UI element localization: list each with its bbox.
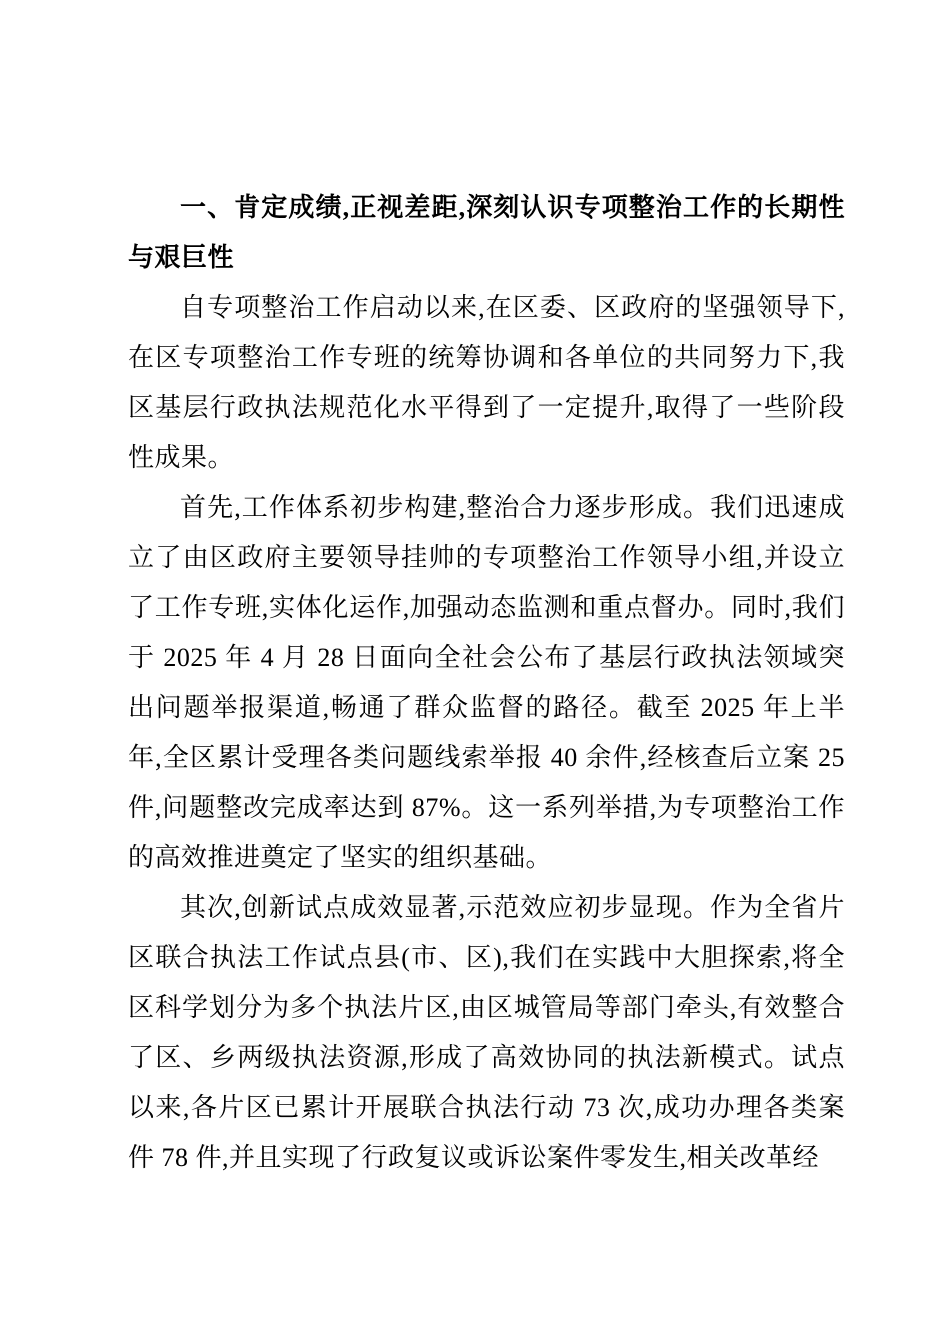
paragraph-first-point: 首先,工作体系初步构建,整治合力逐步形成。我们迅速成立了由区政府主要领导挂帅的专项整治工作领导小组,并设立了工作专班,实体化运作,加强动态监测和重点督办。同时,我们于 2025 年 4 月 28 日面向全社会公布了基层行政执法领域突出问题举报渠道,畅通了群众监督的路径。截至 2025 年上半年,全区累计受理各类问题线索举报 40 余件,经核查后立案 25 件,问题整改完成率达到 87%。这一系列举措,为专项整治工作的高效推进奠定了坚实的组织基础。 bbox=[128, 493, 845, 872]
paragraph-overview: 自专项整治工作启动以来,在区委、区政府的坚强领导下,在区专项整治工作专班的统筹协调和各单位的共同努力下,我区基层行政执法规范化水平得到了一定提升,取得了一些阶段性成果。 bbox=[128, 293, 845, 472]
section-heading: 一、肯定成绩,正视差距,深刻认识专项整治工作的长期性与艰巨性 bbox=[128, 193, 845, 272]
paragraph-second-point: 其次,创新试点成效显著,示范效应初步显现。作为全省片区联合执法工作试点县(市、区),我们在实践中大胆探索,将全区科学划分为多个执法片区,由区城管局等部门牵头,有效整合了区、乡两级执法资源,形成了高效协同的执法新模式。试点以来,各片区已累计开展联合执法行动 73 次,成功办理各类案件 78 件,并且实现了行政复议或诉讼案件零发生,相关改革经 bbox=[128, 893, 845, 1172]
